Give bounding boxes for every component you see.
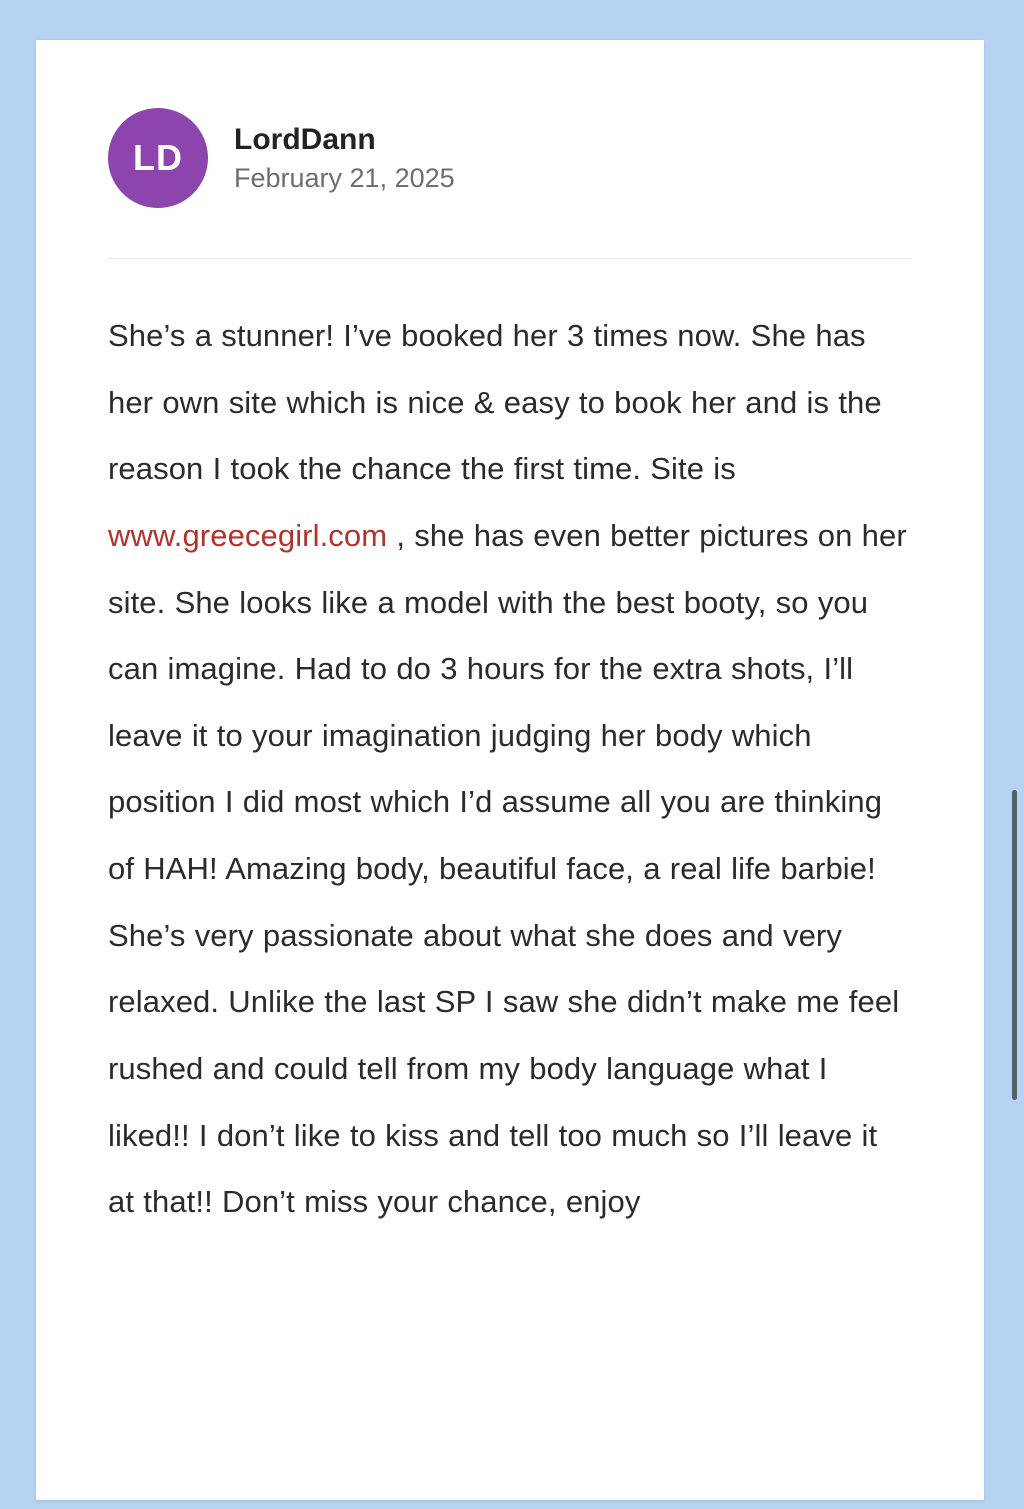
- author-name[interactable]: LordDann: [234, 122, 376, 156]
- page-scrollbar-track[interactable]: [1010, 0, 1018, 1509]
- review-text-before-link: She’s a stunner! I’ve booked her 3 times now. She has her own site which is nice & easy to book her and is the reason I took the chance the first time. Site is: [108, 318, 882, 487]
- review-date: February 21, 2025: [234, 162, 455, 193]
- author-block: [234, 123, 455, 194]
- review-site-link[interactable]: www.greecegirl.com: [108, 517, 388, 553]
- header-divider: [108, 258, 912, 259]
- review-header: [108, 108, 912, 208]
- review-body: [108, 303, 912, 1236]
- review-card: [36, 40, 984, 1500]
- review-card-inner: [36, 40, 984, 1236]
- avatar: LD: [108, 108, 208, 208]
- page-scrollbar-thumb[interactable]: [1012, 790, 1017, 1100]
- review-text-after-link: , she has even better pictures on her site. She looks like a model with the best booty, so you can imagine. Had to do 3 hours for the extra shots, I’ll leave it to your imagination judging her body which position I did most which I’d assume all you are thinking of HAH! Amazing body, beautiful face, a real life barbie! She’s very passionate about what she does and very relaxed. Unlike the last SP I saw she didn’t make me feel rushed and could tell from my body language what I liked!! I don’t like to kiss and tell too much so I’ll leave it at that!! Don’t miss your chance, enjoy: [108, 517, 907, 1220]
